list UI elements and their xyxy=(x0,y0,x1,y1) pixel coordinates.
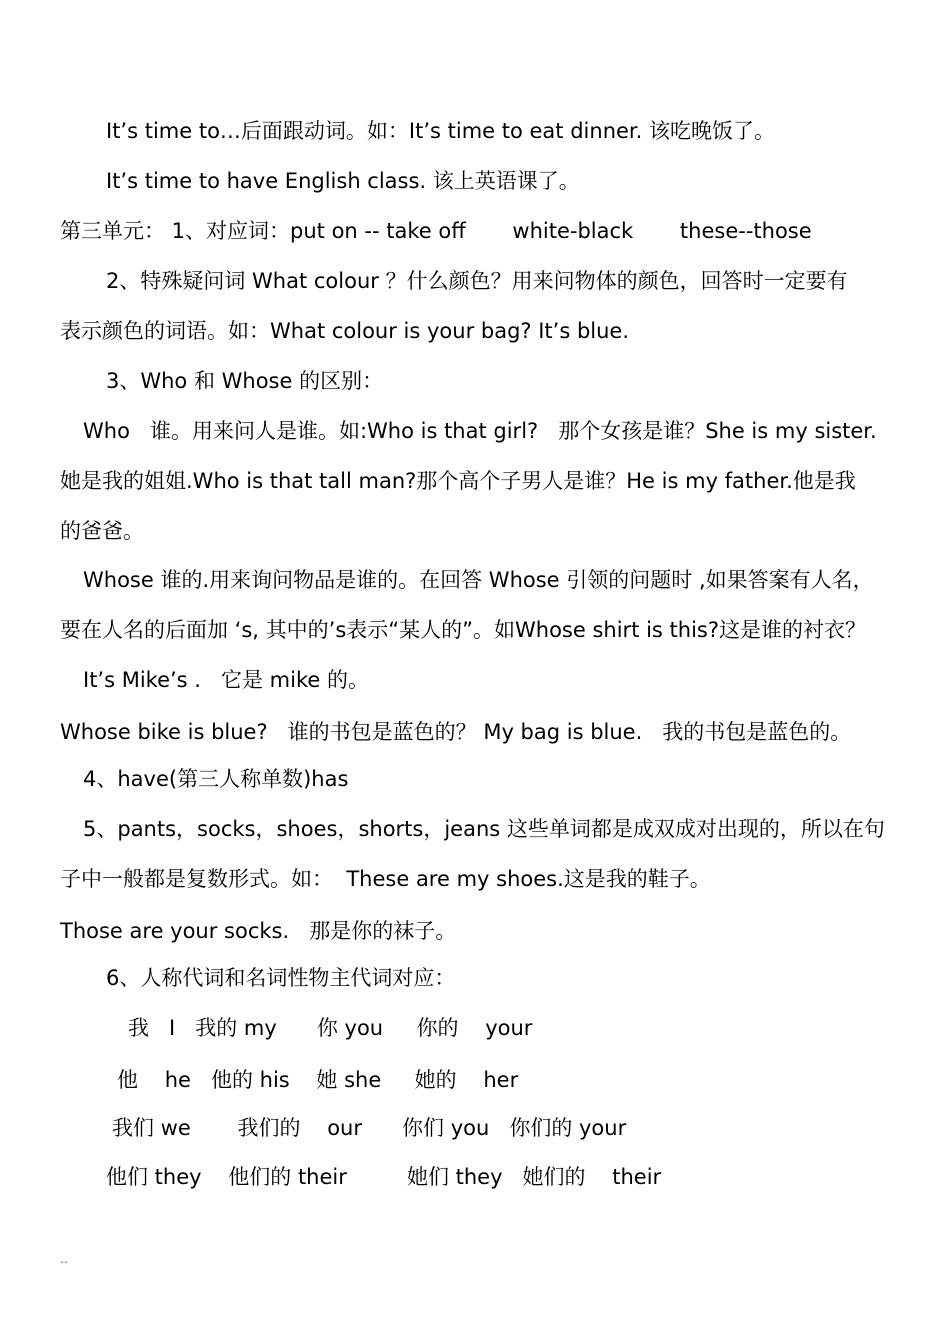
text-line-11: 要在人名的后面加 ‘s, 其中的’s表示“某人的”。如Whose shirt is this?这是谁的衬衣？ xyxy=(60,618,867,642)
text-line-4: 2、特殊疑问词 What colour ？什么颜色？用来问物体的颜色，回答时一定要有 xyxy=(106,269,848,293)
text-line-16: 子中一般都是复数形式。如： These are my shoes.这是我的鞋子。 xyxy=(60,867,711,891)
text-line-8: 她是我的姐姐.Who is that tall man?那个高个子男人是谁？He is my father.他是我 xyxy=(60,469,856,493)
text-line-15: 5、pants，socks，shoes，shorts，jeans 这些单词都是成双成对出现的，所以在句 xyxy=(83,817,885,841)
text-line-22: 他们 they 他们的 their 她们 they 她们的 their xyxy=(106,1165,662,1189)
text-line-18: 6、人称代词和名词性物主代词对应： xyxy=(106,966,456,990)
text-line-6: 3、Who 和 Whose 的区别： xyxy=(106,369,384,393)
text-line-1: It’s time to…后面跟动词。如：It’s time to eat dinner. 该吃晚饭了。 xyxy=(106,119,775,143)
text-line-21: 我们 we 我们的 our 你们 you 你们的 your xyxy=(112,1116,627,1140)
text-line-19: 我 I 我的 my 你 you 你的 your xyxy=(128,1016,533,1040)
text-line-10: Whose 谁的.用来询问物品是谁的。在回答 Whose 引领的问题时 ,如果答案有人名， xyxy=(83,568,874,592)
text-line-3: 第三单元： 1、对应词：put on -- take off white-black these--those xyxy=(60,219,812,243)
text-line-14: 4、have(第三人称单数)has xyxy=(83,767,349,791)
text-line-12: It’s Mike’s . 它是 mike 的。 xyxy=(83,668,369,692)
text-line-5: 表示颜色的词语。如：What colour is your bag? It’s blue. xyxy=(60,319,630,343)
footer-mark: ‥ xyxy=(60,1252,69,1266)
text-line-17: Those are your socks. 那是你的袜子。 xyxy=(60,919,457,943)
text-line-2: It’s time to have English class. 该上英语课了。 xyxy=(106,169,580,193)
text-line-13: Whose bike is blue? 谁的书包是蓝色的？ My bag is blue. 我的书包是蓝色的。 xyxy=(60,720,852,744)
text-line-9: 的爸爸。 xyxy=(60,519,144,543)
text-line-20: 他 he 他的 his 她 she 她的 her xyxy=(117,1068,519,1092)
text-line-7: Who 谁。用来问人是谁。如:Who is that girl? 那个女孩是谁？She is my sister. xyxy=(83,419,877,443)
